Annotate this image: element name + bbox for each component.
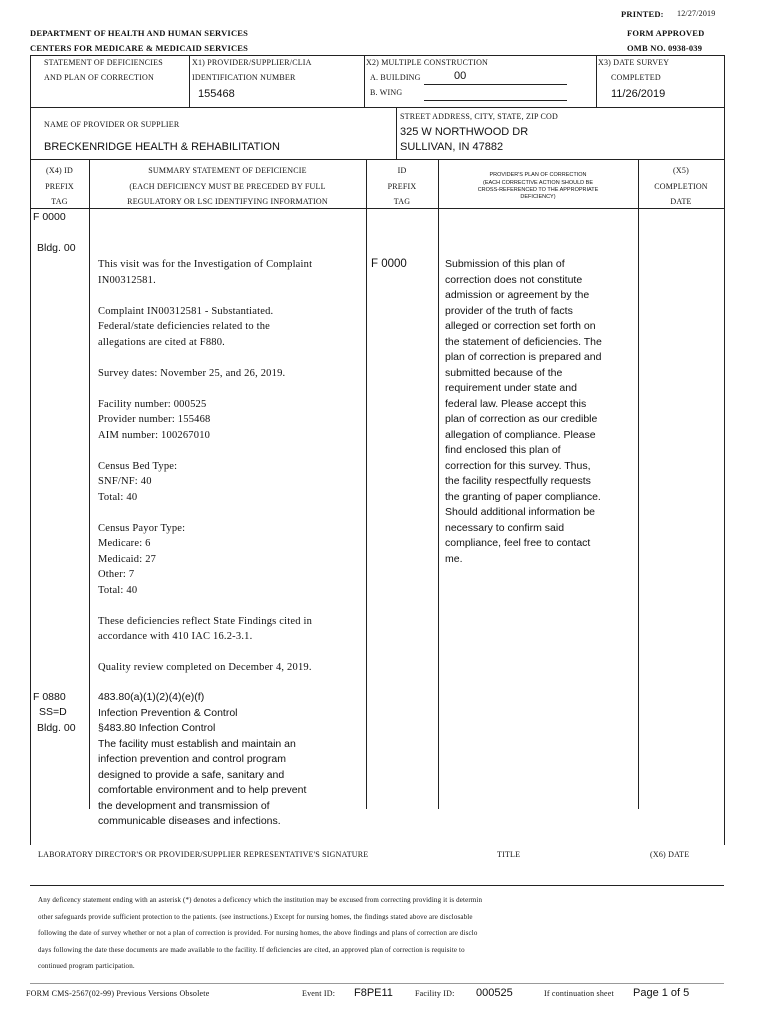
bldg-label: Bldg. 00 bbox=[37, 722, 76, 734]
divider bbox=[364, 55, 365, 107]
plan-line: the granting of paper compliance. bbox=[445, 490, 601, 503]
printed-date: 12/27/2019 bbox=[677, 9, 716, 18]
f880-line: §483.80 Infection Control bbox=[98, 722, 216, 734]
plan-line: necessary to confirm said bbox=[445, 521, 565, 534]
plan-line: submitted because of the bbox=[445, 366, 563, 379]
x3-label: COMPLETED bbox=[611, 73, 661, 82]
survey-date-value: 11/26/2019 bbox=[611, 88, 666, 100]
f880-line: designed to provide a safe, sanitary and bbox=[98, 768, 285, 781]
summary-line: This visit was for the Investigation of Complaint bbox=[98, 259, 313, 270]
f880-line: communicable diseases and infections. bbox=[98, 815, 281, 827]
disclaimer-line: following the date of survey whether or not a plan of correction is provided. For nursing homes, the above findings and plans of correction are disclo bbox=[38, 929, 478, 937]
summary-line: Quality review completed on December 4, 2019. bbox=[98, 662, 312, 673]
plan-line: requirement under state and bbox=[445, 382, 577, 394]
summary-line: Medicare: 6 bbox=[98, 538, 151, 549]
x2-label: X2) MULTIPLE CONSTRUCTION bbox=[366, 58, 489, 67]
plan-line: plan of correction is prepared and bbox=[445, 351, 602, 363]
signature-label: LABORATORY DIRECTOR'S OR PROVIDER/SUPPLIER REPRESENTATIVE'S SIGNATURE bbox=[38, 850, 369, 859]
divider bbox=[596, 55, 597, 107]
plan-line: admission or agreement by the bbox=[445, 289, 590, 301]
centers-title: CENTERS FOR MEDICARE & MEDICAID SERVICES bbox=[30, 43, 249, 53]
summary-line: Total: 40 bbox=[98, 491, 138, 503]
footer-line bbox=[30, 983, 724, 984]
title-label: TITLE bbox=[497, 850, 521, 859]
id-header: PREFIX bbox=[387, 182, 417, 191]
summary-line: SNF/NF: 40 bbox=[98, 476, 152, 487]
f880-line: infection prevention and control program bbox=[98, 753, 286, 765]
summary-line: AIM number: 100267010 bbox=[98, 429, 211, 441]
plan-line: provider of the truth of facts bbox=[445, 304, 573, 317]
f880-line: the development and transmission of bbox=[98, 799, 270, 812]
summary-header: REGULATORY OR LSC IDENTIFYING INFORMATION bbox=[127, 197, 328, 206]
summary-line: Medicaid: 27 bbox=[98, 553, 157, 565]
disclaimer-line: continued program participation. bbox=[38, 962, 135, 970]
f880-text bbox=[98, 690, 306, 830]
summary-line: Facility number: 000525 bbox=[98, 398, 207, 410]
plan-line: plan of correction as our credible bbox=[445, 413, 598, 425]
plan-line: Submission of this plan of bbox=[445, 258, 565, 270]
event-id-value: F8PE11 bbox=[354, 987, 393, 999]
x4-header: TAG bbox=[51, 197, 68, 206]
f880-line: The facility must establish and maintain an bbox=[98, 737, 296, 750]
x4-header: (X4) ID bbox=[46, 166, 73, 175]
f880-line: Infection Prevention & Control bbox=[98, 706, 238, 719]
summary-header: SUMMARY STATEMENT OF DEFICIENCIE bbox=[148, 166, 307, 175]
disclaimer bbox=[38, 892, 482, 975]
divider bbox=[30, 159, 724, 160]
summary-line: Census Payor Type: bbox=[98, 522, 186, 534]
provider-id-value: 155468 bbox=[198, 88, 235, 100]
disclaimer-line: days following the date these documents are made available to the facility. If deficiencies are cited, an approved plan of correction is requisite to bbox=[38, 945, 465, 954]
x5-header: DATE bbox=[670, 197, 692, 206]
summary-line: allegations are cited at F880. bbox=[98, 336, 226, 348]
id-header: ID bbox=[397, 166, 407, 175]
provider-name-label: NAME OF PROVIDER OR SUPPLIER bbox=[44, 120, 180, 129]
summary-line: Other: 7 bbox=[98, 569, 135, 580]
x5-header: (X5) bbox=[673, 166, 689, 175]
summary-line: Total: 40 bbox=[98, 584, 138, 596]
id-header: TAG bbox=[393, 197, 411, 206]
divider bbox=[396, 107, 397, 159]
plan-line: compliance, feel free to contact bbox=[445, 537, 591, 549]
summary-line: Federal/state deficiencies related to the bbox=[98, 321, 271, 332]
divider bbox=[189, 55, 190, 107]
plan-header: CROSS-REFERENCED TO THE APPROPRIATE bbox=[477, 187, 599, 193]
plan-header: DEFICIENCY) bbox=[520, 194, 556, 200]
plan-line: correction does not constitute bbox=[445, 273, 583, 286]
plan-header: PROVIDER'S PLAN OF CORRECTION bbox=[489, 172, 587, 178]
address-line2: SULLIVAN, IN 47882 bbox=[400, 141, 504, 153]
col-divider bbox=[638, 159, 639, 809]
x3-label: X3) DATE SURVEY bbox=[598, 58, 670, 67]
summary-line: Survey dates: November 25, and 26, 2019. bbox=[98, 367, 286, 379]
plan-header: (EACH CORRECTIVE ACTION SHOULD BE bbox=[482, 180, 594, 186]
x5-header: COMPLETION bbox=[654, 182, 708, 191]
page-number: Page 1 of 5 bbox=[633, 987, 690, 999]
plan-line: the statement of deficiencies. The bbox=[445, 335, 602, 348]
date-label: (X6) DATE bbox=[650, 850, 690, 859]
top-box-border bbox=[30, 55, 724, 56]
f880-line: comfortable environment and to help prevent bbox=[98, 784, 307, 796]
tag-f0880: F 0880 bbox=[33, 691, 66, 703]
wing-underline bbox=[424, 100, 567, 101]
facility-id-value: 000525 bbox=[476, 987, 513, 999]
tag-f0000: F 0000 bbox=[33, 211, 66, 223]
f880-line: 483.80(a)(1)(2)(4)(e)(f) bbox=[98, 691, 205, 703]
divider bbox=[30, 107, 724, 108]
building-value: 00 bbox=[454, 70, 467, 82]
form-number: FORM CMS-2567(02-99) Previous Versions Obsolete bbox=[26, 989, 210, 998]
signature-border bbox=[30, 809, 31, 845]
printed-label: PRINTED: bbox=[621, 9, 664, 19]
continuation-label: If continuation sheet bbox=[544, 989, 614, 998]
summary-line: IN00312581. bbox=[98, 274, 156, 286]
bldg-label: Bldg. 00 bbox=[37, 242, 76, 254]
event-id-label: Event ID: bbox=[302, 989, 336, 998]
x4-header: PREFIX bbox=[45, 182, 74, 191]
x1-label: IDENTIFICATION NUMBER bbox=[192, 73, 296, 82]
id-tag-f0000: F 0000 bbox=[371, 258, 407, 270]
plan-line: the facility respectfully requests bbox=[445, 475, 591, 487]
plan-line: federal law. Please accept this bbox=[445, 397, 587, 410]
plan-line: Should additional information be bbox=[445, 506, 596, 518]
wing-label: B. WING bbox=[370, 88, 403, 97]
plan-line: correction for this survey. Thus, bbox=[445, 459, 591, 472]
summary-line: accordance with 410 IAC 16.2-3.1. bbox=[98, 631, 253, 642]
form-approved: FORM APPROVED bbox=[627, 28, 705, 38]
header-row-border bbox=[30, 208, 724, 209]
summary-line: Provider number: 155468 bbox=[98, 414, 211, 425]
address-label: STREET ADDRESS, CITY, STATE, ZIP COD bbox=[400, 112, 558, 121]
signature-line bbox=[30, 885, 724, 886]
disclaimer-line: other safeguards provide sufficient protection to the patients. (see instructions.) Except for nursing homes, the findings stated above are disclosable bbox=[38, 912, 473, 921]
x1-label: X1) PROVIDER/SUPPLIER/CLIA bbox=[192, 58, 312, 67]
department-title: DEPARTMENT OF HEALTH AND HUMAN SERVICES bbox=[30, 28, 249, 38]
facility-id-label: Facility ID: bbox=[415, 989, 455, 998]
summary-line: Census Bed Type: bbox=[98, 460, 178, 472]
plan-line: alleged or correction set forth on bbox=[445, 320, 596, 332]
summary-header: (EACH DEFICIENCY MUST BE PRECEDED BY FULL bbox=[129, 182, 326, 191]
plan-line: find enclosed this plan of bbox=[445, 444, 561, 456]
col-divider bbox=[89, 159, 90, 809]
plan-of-correction bbox=[445, 257, 602, 567]
building-label: A. BUILDING bbox=[370, 73, 421, 82]
building-underline bbox=[424, 84, 567, 85]
scope-severity: SS=D bbox=[39, 706, 67, 718]
summary-statement bbox=[98, 257, 312, 676]
plan-line: me. bbox=[445, 552, 463, 565]
summary-line: Complaint IN00312581 - Substantiated. bbox=[98, 305, 274, 317]
col-divider bbox=[366, 159, 367, 809]
disclaimer-line: Any deficency statement ending with an asterisk (*) denotes a deficency which the institution may be excused from correcting providing it is determin bbox=[38, 896, 483, 904]
plan-line: allegation of compliance. Please bbox=[445, 428, 596, 441]
right-border bbox=[724, 55, 725, 845]
statement-label: AND PLAN OF CORRECTION bbox=[44, 73, 154, 82]
provider-name: BRECKENRIDGE HEALTH & REHABILITATION bbox=[44, 141, 280, 153]
summary-line: These deficiencies reflect State Findings cited in bbox=[98, 615, 313, 627]
address-line1: 325 W NORTHWOOD DR bbox=[400, 126, 529, 138]
omb-number: OMB NO. 0938-039 bbox=[627, 43, 703, 53]
col-divider bbox=[438, 159, 439, 809]
statement-label: STATEMENT OF DEFICIENCIES bbox=[44, 58, 163, 67]
